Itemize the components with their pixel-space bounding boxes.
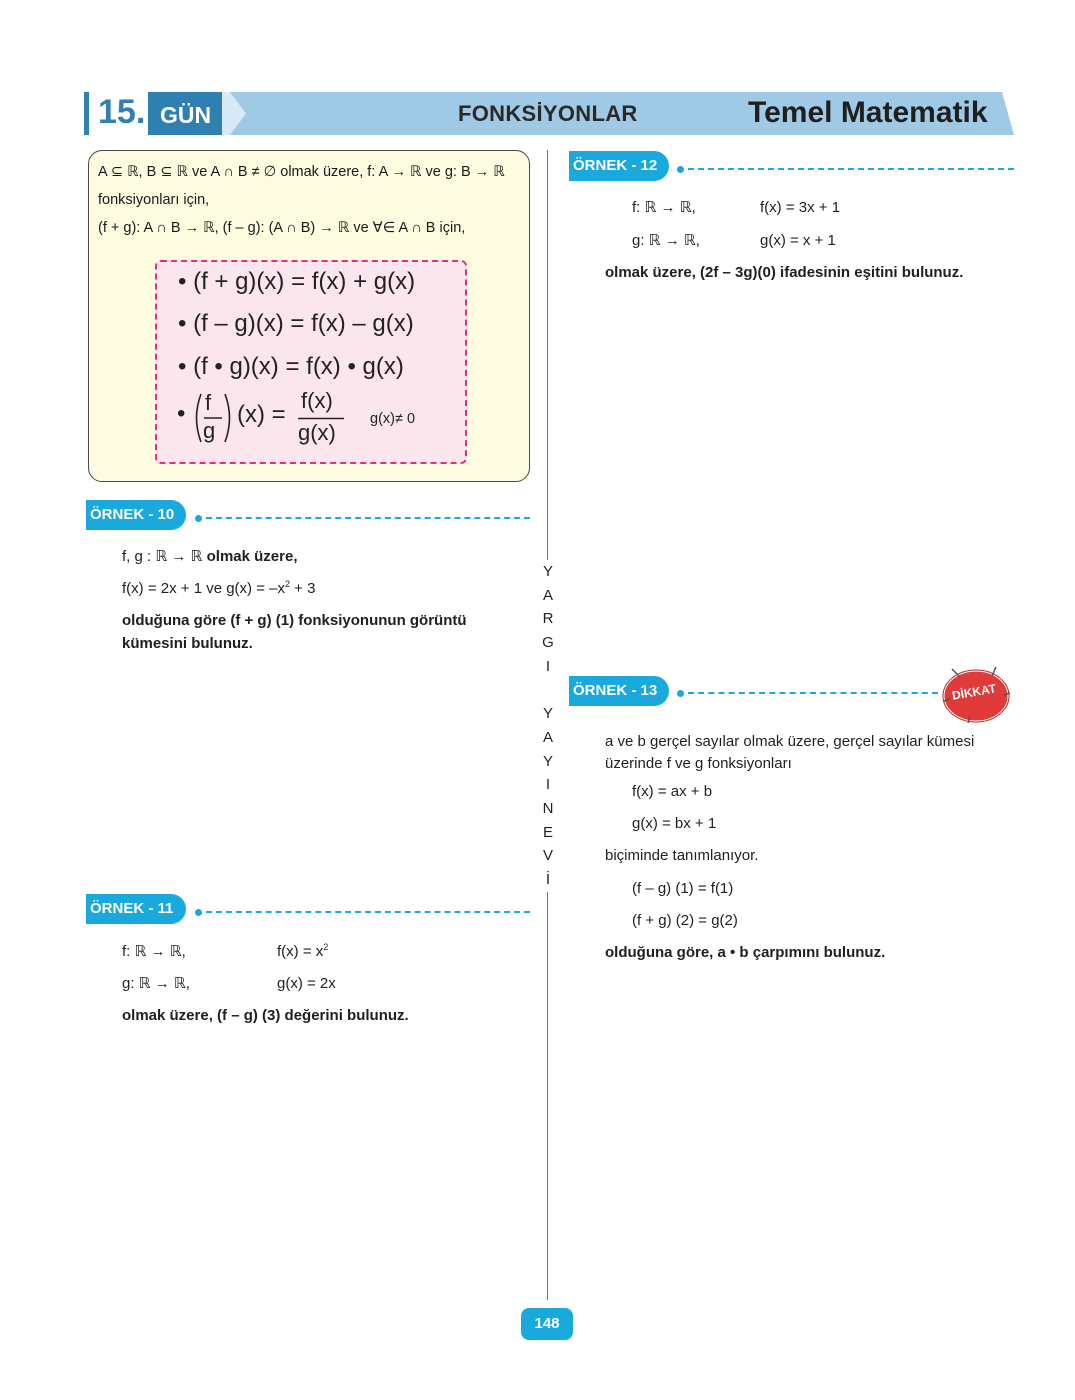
formula-difference: • (f – g)(x) = f(x) – g(x) (178, 310, 414, 337)
example-13-line-1: a ve b gerçel sayılar olmak üzere, gerçel sayılar kümesi (605, 733, 975, 750)
example-10-question-1: olduğuna göre (f + g) (1) fonksiyonunun görüntü (122, 612, 467, 629)
example-11-question: olmak üzere, (f – g) (3) değerini bulunuz. (122, 1007, 409, 1024)
example-11-f-domain: f: ℝ → ℝ, (122, 943, 186, 960)
example-10-line-2: f(x) = 2x + 1 ve $g(x) = -x^2 + 3$ (122, 579, 316, 597)
example-11-divider (206, 911, 530, 913)
publisher-vertical-text: Y A R G I Y A Y I N E V İ (539, 560, 557, 892)
example-12-dot (677, 166, 684, 173)
example-12-label: ÖRNEK - 12 (569, 151, 669, 181)
example-10-dot (195, 515, 202, 522)
formula-product: • (f • g)(x) = f(x) • g(x) (178, 353, 404, 380)
example-11-dot (195, 909, 202, 916)
example-12-question: olmak üzere, (2f – 3g)(0) ifadesinin eşitini bulunuz. (605, 264, 964, 281)
example-13-g-def: g(x) = bx + 1 (632, 815, 717, 832)
example-10-label: ÖRNEK - 10 (86, 500, 186, 530)
formula-quotient-f: f (205, 390, 212, 415)
formula-quotient-numerator: f(x) (301, 388, 333, 413)
definition-line-1: A ⊆ ℝ, B ⊆ ℝ ve A ∩ B ≠ ∅ olmak üzere, f: A → ℝ ve g: B → ℝ (98, 164, 505, 180)
formula-quotient-g: g (203, 418, 216, 443)
formula-condition: g(x)≠ 0 (370, 411, 416, 427)
example-13-line-2: üzerinde f ve g fonksiyonları (605, 755, 792, 772)
formula-quotient-denominator: g(x) (298, 420, 336, 445)
formula-sum: • (f + g)(x) = f(x) + g(x) (178, 268, 416, 295)
example-13-label: ÖRNEK - 13 (569, 676, 669, 706)
example-10-question-2: kümesini bulunuz. (122, 635, 253, 652)
example-12-divider (688, 168, 1014, 170)
subject-title: Temel Matematik (748, 96, 988, 129)
example-11-g-domain: g: ℝ → ℝ, (122, 975, 190, 992)
example-13-divider (688, 692, 938, 694)
example-13-f-def: f(x) = ax + b (632, 783, 713, 800)
example-11-g-def: g(x) = 2x (277, 975, 336, 992)
definition-line-3: (f + g): A ∩ B → ℝ, (f – g): (A ∩ B) → ℝ ve ∀∈ A ∩ B için, (98, 220, 466, 236)
example-13-line-3: biçiminde tanımlanıyor. (605, 847, 759, 864)
example-11-f-def: $f(x) = x^2$ (277, 942, 329, 960)
dikkat-badge-label: DİKKAT (950, 681, 998, 703)
formula-quotient-bullet: • (177, 400, 186, 427)
example-13-condition-2: (f + g) (2) = g(2) (632, 912, 738, 929)
chapter-title: FONKSİYONLAR (458, 101, 638, 126)
day-label: GÜN (160, 102, 212, 128)
example-13-dot (677, 690, 684, 697)
example-11-label: ÖRNEK - 11 (86, 894, 186, 924)
example-10-divider (206, 517, 530, 519)
formula-quotient-x: (x) = (237, 401, 286, 428)
example-13-question: olduğuna göre, a • b çarpımını bulunuz. (605, 944, 886, 961)
example-12-f-def: f(x) = 3x + 1 (760, 199, 841, 216)
page-number: 148 (521, 1308, 573, 1340)
example-12-g-def: g(x) = x + 1 (760, 232, 836, 249)
definition-line-2: fonksiyonları için, (98, 192, 210, 208)
example-13-condition-1: (f – g) (1) = f(1) (632, 880, 734, 897)
example-12-g-domain: g: ℝ → ℝ, (632, 232, 700, 249)
example-10-line-1: f, g : ℝ → ℝ olmak üzere, (122, 548, 298, 565)
day-number: 15. (98, 93, 146, 131)
example-12-f-domain: f: ℝ → ℝ, (632, 199, 696, 216)
